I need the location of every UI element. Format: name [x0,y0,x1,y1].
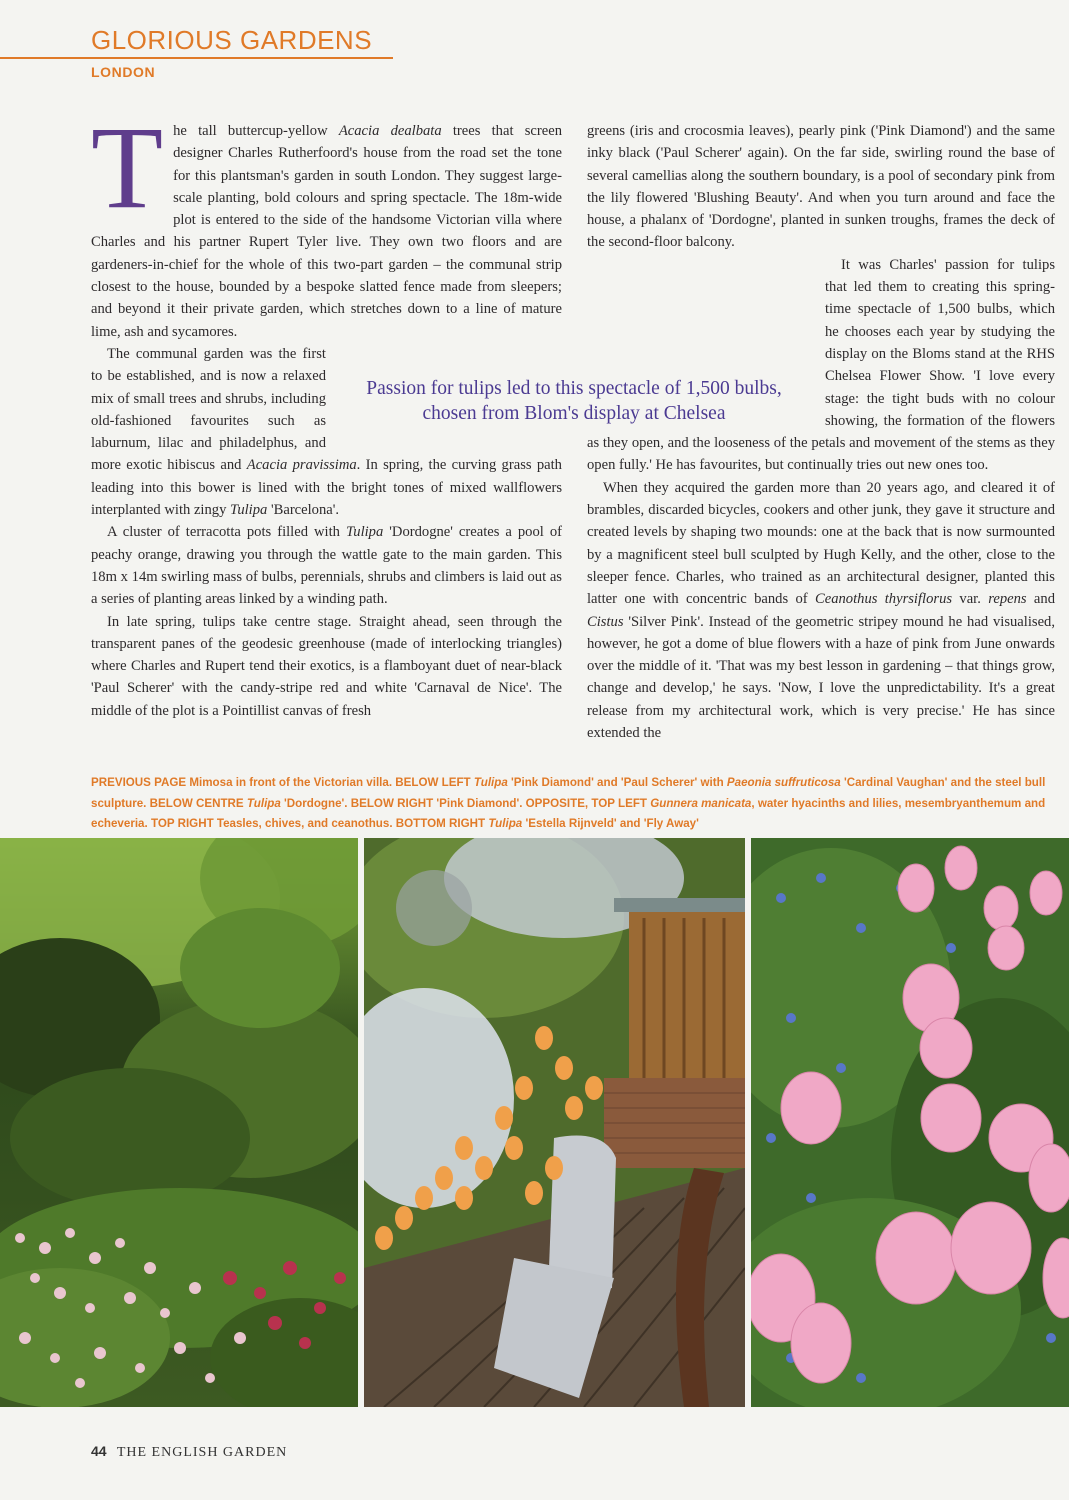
paragraph: greens (iris and crocosmia leaves), pearly pink ('Pink Diamond') and the same inky black ('Paul Scherer' again). On the far side, swirling round the base of several camellias along the southern boundary, is a pool of secondary pink from the lily flowered 'Blushing Beauty'. And when you turn around and face the house, a phalanx of 'Dordogne', planted in sunken troughs, frames the deck of the second-floor balcony. [587,123,1055,251]
photo-caption: PREVIOUS PAGE Mimosa in front of the Victorian villa. BELOW LEFT Tulipa 'Pink Diamond' and 'Paul Scherer' with Paeonia suffruticosa 'Cardinal Vaughan' and the steel bull sculpture. BELOW CENTRE Tulipa 'Dordogne'. BELOW RIGHT 'Pink Diamond'. OPPOSITE, TOP LEFT Gunnera manicata, water hyacinths and lilies, mesembryanthemum and echeveria. TOP RIGHT Teasles, chives, and ceanothus. BOTTOM RIGHT Tulipa 'Estella Rijnveld' and 'Fly Away' [91,776,1046,830]
title-rule [0,57,393,59]
photo-pink-tulips [751,838,1069,1407]
paragraph: It was Charles' passion for tulips that led them to creating this spring-time spectacle of 1,500 bulbs, which he chooses each year by studying the display on the Bloms stand at the RHS Chelsea Flower Show. 'I love every stage: the tight buds with no colour showing, the formation of the flowers as they open, and the looseness of the petals and movement of the stems as they open fully.' He has favourites, but continually tries out new ones too. [587,256,1055,474]
pull-quote: Passion for tulips led to this spectacle of 1,500 bulbs, chosen from Blom's display at Chelsea [348,376,800,426]
paragraph: When they acquired the garden more than 20 years ago, and cleared it of brambles, discarded bicycles, cookers and other junk, they gave it structure and created levels by shaping two mounds: one at the back that is now surmounted by a magnificent steel bull sculpted by Hugh Kelly, and the other, close to the sleeper fence. Charles, who trained as an architectural designer, planted this latter one with concentric bands of Ceanothus thyrsiflorus var. repens and Cistus 'Silver Pink'. Instead of the geometric stripey mound he had visualised, however, he got a dome of blue flowers with a haze of pink from June onwards over the middle of it. 'That was my best lesson in gardening – that things grow, change and develop,' he says. 'Now, I love the unpredictability. It's a great release from my architectural work, which is very precise.' He has since extended the [587,479,1055,742]
magazine-name: THE ENGLISH GARDEN [116,1445,288,1460]
paragraph: The communal garden was the first to be established, and is now a relaxed mix of small trees and shrubs, including old-fashioned favourites such as laburnum, lilac and philadelphus, and more exotic hibiscus and Acacia pravissima. In spring, the curving grass path leading into this bower is lined with the bright tones of mixed wallflowers interplanted with zingy Tulipa 'Barcelona'. [91,345,562,519]
page-footer [91,1443,287,1461]
photo-communal-garden [0,838,358,1407]
section-title: GLORIOUS GARDENS [91,25,373,55]
photo-balcony-deck [364,838,745,1407]
section-location: LONDON [91,64,156,80]
article-column-right [587,120,1055,744]
page-number: 44 [91,1443,107,1459]
paragraph: A cluster of terracotta pots filled with Tulipa 'Dordogne' creates a pool of peachy orange, drawing you through the wattle gate to the main garden. This 18m x 14m swirling mass of bulbs, perennials, shrubs and climbers is laid out as a series of planting areas linked by a winding path. [91,524,562,608]
paragraph: The tall buttercup-yellow Acacia dealbata trees that screen designer Charles Rutherfoord's house from the road set the tone for this plantsman's garden in south London. They suggest large-scale planting, bold colours and spring spectacle. The 18m-wide plot is entered to the side of the handsome Victorian villa where Charles and his partner Rupert Tyler live. They own two floors and are gardeners-in-chief for the whole of this two-part garden – the communal strip closest to the house, bounded by a bespoke slatted fence made from sleepers; and beyond it their private garden, which stretches down to a line of mature lime, ash and sycamores. [91,102,562,340]
drop-cap: T [91,102,164,233]
paragraph: In late spring, tulips take centre stage. Straight ahead, seen through the transparent panes of the geodesic greenhouse (made of interlocking triangles) where Charles and Rupert tend their exotics, is a flamboyant duet of near-black 'Paul Scherer' with the candy-stripe red and white 'Carnaval de Nice'. The middle of the plot is a Pointillist canvas of fresh [91,613,562,719]
